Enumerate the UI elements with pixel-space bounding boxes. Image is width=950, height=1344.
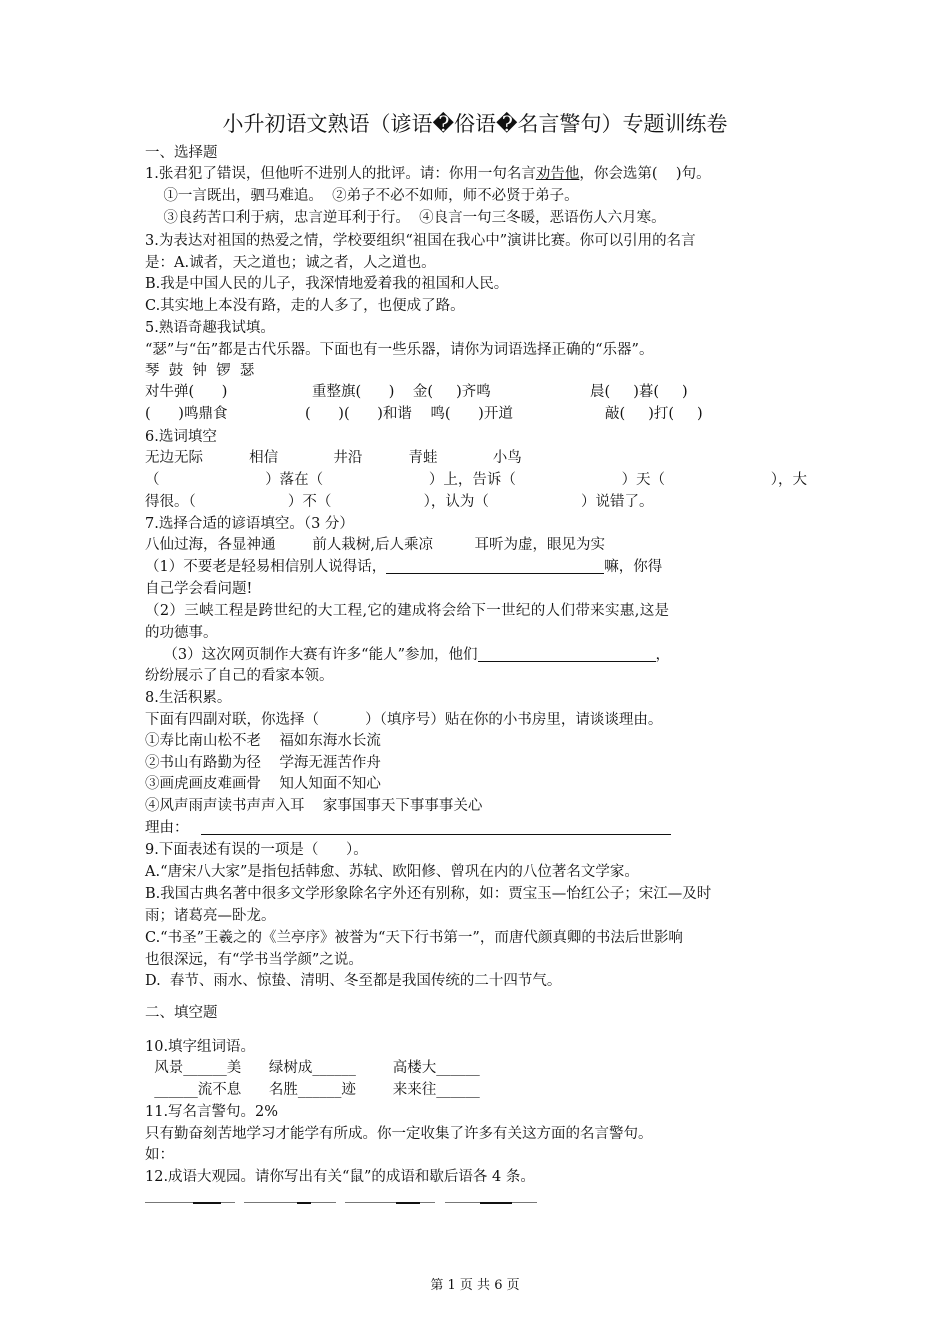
answer-blank bbox=[478, 645, 656, 662]
question-8: 8.生活积累。 bbox=[145, 690, 232, 706]
couplet-3: ③画虎画皮难画骨 知人知面不知心 bbox=[145, 776, 381, 792]
question-7-line: 自己学会看问题! bbox=[145, 581, 253, 597]
option-c: C.“书圣”王羲之的《兰亭序》被誉为“天下行书第一”，而唐代颜真卿的书法后世影响 bbox=[145, 930, 683, 946]
question-7-line: 纷纷展示了自己的看家本领。 bbox=[145, 668, 334, 684]
question-1-options: ③良药苦口利于病，忠言逆耳利于行。 ④良言一句三冬暖，恶语伤人六月寒。 bbox=[145, 210, 666, 226]
reason-line bbox=[145, 818, 671, 838]
page-footer: 第 1 页 共 6 页 bbox=[430, 1278, 520, 1293]
question-5-words: 琴 鼓 钟 锣 瑟 bbox=[145, 363, 255, 379]
item-text: 嘛，你得 bbox=[604, 559, 663, 575]
question-5-blank: 对牛弹( ) bbox=[145, 384, 228, 400]
answer-line bbox=[193, 1202, 221, 1204]
question-5: 5.熟语奇趣我试填。 bbox=[145, 320, 275, 336]
question-12: 12.成语大观园。请你写出有关“鼠”的成语和歇后语各 4 条。 bbox=[145, 1169, 535, 1185]
item-text: ， bbox=[655, 647, 670, 663]
question-7-line: 的功德事。 bbox=[145, 625, 218, 641]
answer-line bbox=[345, 1202, 435, 1203]
question-5-line: “瑟”与“缶”都是古代乐器。下面也有一些乐器，请你为词语选择正确的“乐器”。 bbox=[145, 342, 654, 358]
question-10-row: 风景______美 绿树成______ 高楼大______ bbox=[145, 1060, 480, 1076]
question-text: ，你会选第( )句。 bbox=[579, 166, 711, 182]
question-10-row: ______流不息 名胜______迹 来来往______ bbox=[145, 1082, 480, 1098]
option-d: D. 春节、雨水、惊蛰、清明、冬至都是我国传统的二十四节气。 bbox=[145, 973, 562, 989]
question-3: 3.为表达对祖国的热爱之情，学校要组织“祖国在我心中”演讲比赛。你可以引用的名言 bbox=[145, 233, 696, 249]
question-7-item-1 bbox=[145, 557, 662, 577]
question-text: 1.张君犯了错误，但他听不进别人的批评。请：你用一句名言 bbox=[145, 166, 536, 182]
question-7: 7.选择合适的谚语填空。（3 分） bbox=[145, 516, 354, 532]
option-c-cont: 也很深远，有“学书当学颜”之说。 bbox=[145, 952, 363, 968]
question-8-line: 下面有四副对联，你选择（ ）（填序号）贴在你的小书房里，请谈谈理由。 bbox=[145, 712, 663, 728]
question-7-proverbs: 八仙过海，各显神通 前人栽树,后人乘凉 耳听为虚，眼见为实 bbox=[145, 537, 605, 553]
question-5-blank: 晨( )暮( ) bbox=[590, 384, 688, 400]
answer-line bbox=[396, 1202, 420, 1204]
question-6-sentence bbox=[145, 470, 807, 490]
answer-blank bbox=[201, 818, 671, 835]
question-5-blank: ( )鸣鼎食 bbox=[145, 406, 228, 422]
question-11: 11.写名言警句。2% bbox=[145, 1104, 279, 1120]
question-7-item-3 bbox=[145, 645, 670, 665]
question-11-line: 如： bbox=[145, 1147, 174, 1163]
answer-line bbox=[480, 1202, 512, 1204]
answer-line bbox=[244, 1202, 336, 1203]
underlined-text: 劝告他 bbox=[535, 166, 580, 182]
fill-segment: （ bbox=[145, 472, 160, 488]
question-6: 6.选词填空 bbox=[145, 429, 217, 445]
question-10: 10.填字组词语。 bbox=[145, 1039, 256, 1055]
question-9: 9.下面表述有误的一项是（ ）。 bbox=[145, 842, 368, 858]
question-5-blank: ( )( )和谐 鸣( )开道 bbox=[305, 406, 513, 422]
couplet-1: ①寿比南山松不老 福如东海水长流 bbox=[145, 733, 381, 749]
question-6-words: 无边无际 相信 井沿 青蛙 小鸟 bbox=[145, 450, 522, 466]
question-3-line: C.其实地上本没有路，走的人多了，也便成了路。 bbox=[145, 298, 465, 314]
document-title: 小升初语文熟语（谚语�俗语�名言警句）专题训练卷 bbox=[222, 112, 728, 136]
couplet-4: ④风声雨声读书声声入耳 家事国事天下事事事关心 bbox=[145, 798, 483, 814]
question-11-line: 只有勤奋刻苦地学习才能学有所成。你一定收集了许多有关这方面的名言警句。 bbox=[145, 1126, 653, 1142]
section-heading: 一、选择题 bbox=[145, 145, 218, 161]
item-text: （1）不要老是轻易相信别人说得话， bbox=[145, 559, 387, 575]
question-3-line: B.我是中国人民的儿子，我深情地爱着我的祖国和人民。 bbox=[145, 276, 509, 292]
fill-segment: ），大 bbox=[770, 472, 807, 488]
question-5-blank: 重整旗( ) 金( )齐鸣 bbox=[312, 384, 491, 400]
reason-label: 理由： bbox=[145, 820, 189, 836]
couplet-2: ②书山有路勤为径 学海无涯苦作舟 bbox=[145, 755, 381, 771]
question-3-line: 是：A.诚者，天之道也；诚之者，人之道也。 bbox=[145, 255, 436, 271]
question-1-options: ①一言既出，驷马难追。 ②弟子不必不如师，师不必贤于弟子。 bbox=[145, 188, 579, 204]
option-b: B.我国古典名著中很多文学形象除名字外还有别称，如：贾宝玉—怡红公子；宋江—及时 bbox=[145, 886, 712, 902]
item-text: （3）这次网页制作大赛有许多“能人”参加，他们 bbox=[145, 647, 478, 663]
option-a: A.“唐宋八大家”是指包括韩愈、苏轼、欧阳修、曾巩在内的八位著名文学家。 bbox=[145, 864, 639, 880]
section-heading: 二、填空题 bbox=[145, 1005, 218, 1021]
question-7-item-2: （2）三峡工程是跨世纪的大工程,它的建成将会给下一世纪的人们带来实惠,这是 bbox=[145, 603, 670, 619]
option-b-cont: 雨；诸葛亮—卧龙。 bbox=[145, 908, 276, 924]
answer-line bbox=[297, 1202, 311, 1204]
fill-segment: ）落在（ bbox=[265, 472, 324, 488]
question-6-sentence: 得很。（ ）不（ ），认为（ ）说错了。 bbox=[145, 494, 654, 510]
answer-blank bbox=[386, 557, 604, 574]
question-1 bbox=[145, 164, 711, 184]
fill-segment: ）天（ bbox=[621, 472, 666, 488]
answer-line bbox=[145, 1202, 235, 1203]
fill-segment: ）上，告诉（ bbox=[428, 472, 516, 488]
question-5-blank: 敲( )打( ) bbox=[605, 406, 703, 422]
